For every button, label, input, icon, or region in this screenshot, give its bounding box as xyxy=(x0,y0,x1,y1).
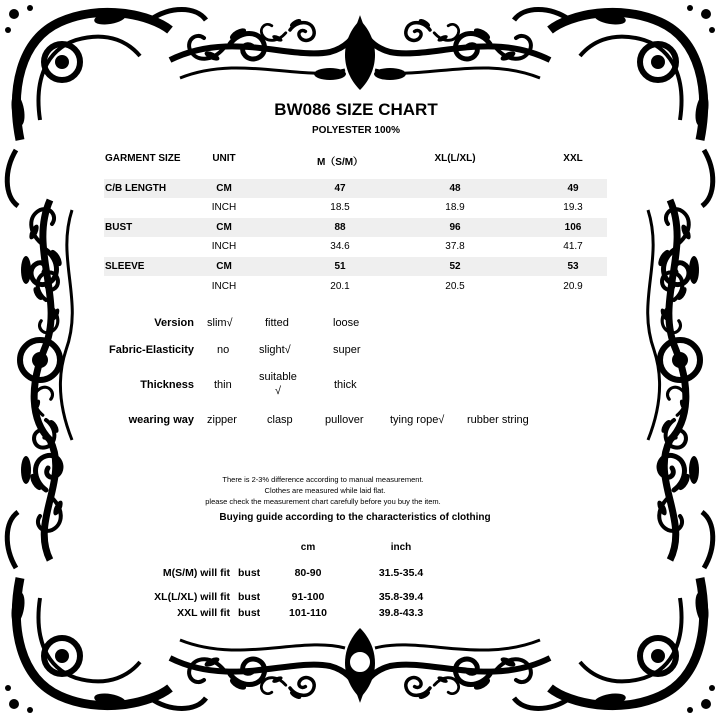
guide-size: XL(L/XL) will fit xyxy=(154,591,230,603)
guide-part: bust xyxy=(238,591,261,603)
feature-option: suitable xyxy=(259,371,297,383)
row-unit: INCH xyxy=(211,281,237,292)
table-cell: 106 xyxy=(564,222,582,233)
guide-header-inch: inch xyxy=(390,542,412,553)
feature-option: clasp xyxy=(267,414,293,426)
table-cell: 37.8 xyxy=(445,241,465,252)
page-title: BW086 SIZE CHART xyxy=(274,100,438,119)
table-cell: 88 xyxy=(334,222,346,233)
guide-inch: 35.8-39.4 xyxy=(378,591,424,603)
guide-inch: 39.8-43.3 xyxy=(378,607,424,619)
guide-header-cm: cm xyxy=(300,542,316,553)
feature-option: thick xyxy=(334,379,357,391)
row-unit: CM xyxy=(216,183,232,194)
table-cell: 20.5 xyxy=(445,281,465,292)
guide-title: Buying guide according to the characteristics of clothing xyxy=(219,512,491,523)
feature-option: super xyxy=(333,344,361,356)
row-shade xyxy=(104,257,607,276)
note-line: please check the measurement chart carefully before you buy the item. xyxy=(205,497,441,506)
guide-part: bust xyxy=(238,607,261,619)
feature-option-check: √ xyxy=(275,385,282,397)
feature-option: zipper xyxy=(207,414,237,426)
table-cell: 18.9 xyxy=(445,202,465,213)
feature-option: pullover xyxy=(325,414,364,426)
feature-label-version: Version xyxy=(154,317,194,329)
header-size-m: M（S/M） xyxy=(316,157,364,168)
feature-option: slim√ xyxy=(207,317,233,329)
table-cell: 49 xyxy=(567,183,579,194)
row-shade xyxy=(104,179,607,198)
table-cell: 47 xyxy=(334,183,346,194)
feature-option: loose xyxy=(333,317,360,329)
feature-option: thin xyxy=(214,379,232,391)
feature-label-thickness: Thickness xyxy=(140,379,194,391)
table-cell: 52 xyxy=(449,261,461,272)
guide-inch: 31.5-35.4 xyxy=(378,567,424,579)
feature-option: tying rope√ xyxy=(390,414,445,426)
feature-option: fitted xyxy=(265,317,289,329)
table-cell: 20.9 xyxy=(563,281,583,292)
guide-size: XXL will fit xyxy=(177,607,230,619)
feature-option: rubber string xyxy=(467,414,529,426)
feature-option: no xyxy=(217,344,230,356)
header-size-xxl: XXL xyxy=(563,153,583,164)
header-size-xl: XL(L/XL) xyxy=(434,153,476,164)
material-subtitle: POLYESTER 100% xyxy=(311,125,401,136)
table-cell: 53 xyxy=(567,261,579,272)
header-unit: UNIT xyxy=(212,153,236,164)
note-line: There is 2-3% difference according to manual measurement. xyxy=(222,475,424,484)
row-shade xyxy=(104,218,607,237)
table-cell: 34.6 xyxy=(330,241,350,252)
table-cell: 41.7 xyxy=(563,241,583,252)
table-cell: 18.5 xyxy=(330,202,350,213)
feature-option: slight√ xyxy=(259,344,291,356)
row-label: C/B LENGTH xyxy=(105,183,167,194)
table-cell: 19.3 xyxy=(563,202,583,213)
header-garment-size: GARMENT SIZE xyxy=(105,153,181,164)
row-unit: INCH xyxy=(211,241,237,252)
feature-label-wearing: wearing way xyxy=(128,414,194,426)
guide-part: bust xyxy=(238,567,261,579)
table-cell: 51 xyxy=(334,261,346,272)
row-unit: INCH xyxy=(211,202,237,213)
guide-cm: 91-100 xyxy=(291,591,325,603)
note-line: Clothes are measured while laid flat. xyxy=(264,486,386,495)
table-cell: 20.1 xyxy=(330,281,350,292)
guide-cm: 101-110 xyxy=(289,607,327,619)
row-label: SLEEVE xyxy=(105,261,145,272)
guide-cm: 80-90 xyxy=(294,567,322,579)
row-label: BUST xyxy=(105,222,133,233)
table-cell: 48 xyxy=(449,183,461,194)
table-cell: 96 xyxy=(449,222,461,233)
row-unit: CM xyxy=(216,261,232,272)
feature-label-elasticity: Fabric-Elasticity xyxy=(109,344,194,356)
guide-size: M(S/M) will fit xyxy=(162,567,230,579)
row-unit: CM xyxy=(216,222,232,233)
